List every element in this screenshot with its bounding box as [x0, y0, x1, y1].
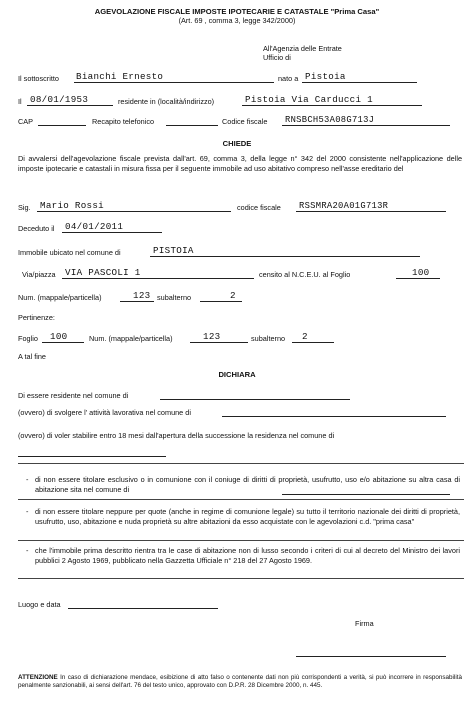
label-cap: CAP	[18, 117, 34, 126]
dichiara-heading: DICHIARA	[218, 370, 256, 379]
lavoro-comune-field[interactable]	[222, 416, 446, 417]
label-firma: Firma	[355, 619, 374, 628]
death-date[interactable]: 04/01/2011	[65, 221, 124, 232]
bullet-dash-1: -	[26, 475, 29, 484]
attenzione-label: ATTENZIONE	[18, 674, 58, 681]
recipient-line1: All'Agenzia delle Entrate	[263, 44, 342, 53]
label-deceduto: Deceduto il	[18, 224, 55, 233]
bullet-dash-2: -	[26, 507, 29, 516]
property-via[interactable]: VIA PASCOLI 1	[65, 267, 141, 278]
sub-line	[200, 301, 242, 302]
deceased-tax-code-line	[296, 211, 446, 212]
separator-bottom	[18, 578, 464, 579]
label-sub: subalterno	[157, 293, 192, 302]
property-num[interactable]: 123	[133, 290, 151, 301]
declarant-residence[interactable]: Pistoia Via Carducci 1	[245, 94, 373, 105]
deceased-name-line	[37, 211, 231, 212]
dichiara-bullet1: di non essere titolare esclusivo o in comunione con il coniuge di diritti di proprietà, usufrutto, uso e/o abitazione su altra casa di abitazione sita nel comune di	[35, 475, 460, 494]
declarant-name[interactable]: Bianchi Ernesto	[76, 71, 164, 82]
via-line	[62, 278, 254, 279]
recipient-line2: Ufficio di	[263, 53, 291, 62]
deceased-tax-code[interactable]: RSSMRA20A01G713R	[299, 201, 389, 211]
label-codice-fiscale: Codice fiscale	[222, 117, 268, 126]
attenzione-text: In caso di dichiarazione mendace, esibizione di atto falso o contenente dati non più corrispondenti a verità, si può incorrere in responsabilità penalmente sanzionabili, ai sensi dell'art. 76 del testo unico, approvato con D.P.R. 28 Dicembre 2000, n. 445.	[18, 674, 462, 690]
p-sub-line	[292, 342, 334, 343]
bullet-dash-3: -	[26, 546, 29, 555]
label-telefono: Recapito telefonico	[92, 117, 155, 126]
label-num2: Num. (mappale/particella)	[89, 334, 173, 343]
form-subtitle: (Art. 69 , comma 3, legge 342/2000)	[178, 16, 296, 25]
label-via: Via/piazza	[22, 270, 56, 279]
telefono-field[interactable]	[166, 125, 218, 126]
label-sub2: subalterno	[251, 334, 286, 343]
death-date-line	[62, 232, 162, 233]
property-sub[interactable]: 2	[230, 290, 236, 301]
separator-mid2	[18, 540, 464, 541]
label-a-tal-fine: A tal fine	[18, 352, 46, 361]
deceased-name[interactable]: Mario Rossi	[40, 200, 104, 211]
declarant-name-line	[74, 82, 274, 83]
dichiara-bullet2: di non essere titolare neppure per quote (anche in regime di comunione legale) su tutto il territorio nazionale dei diritti di proprietà, usufrutto, uso, abitazione e nuda proprietà su altre abitazioni da esso acquistate con le agevolazioni c.d. "prima casa"	[35, 507, 460, 526]
p-num-line	[190, 342, 248, 343]
label-deceased-cf: codice fiscale	[237, 203, 281, 212]
label-pertinenze: Pertinenze:	[18, 313, 55, 322]
label-comune: Immobile ubicato nel comune di	[18, 248, 121, 257]
comune-line	[150, 256, 420, 257]
label-il: Il	[18, 97, 22, 106]
label-nato: nato a	[278, 74, 299, 83]
firma-field[interactable]	[296, 656, 446, 657]
altra-casa-comune-field[interactable]	[282, 494, 450, 495]
dichiara-bullet3: che l'immobile prima descritto rientra tra le case di abitazione non di lusso secondo i criteri di cui al decreto del Ministro dei lavori pubblici 2 Agosto 1969, pubblicato nella Gazzetta Ufficiale n° 218 del 27 Agosto 1969.	[35, 546, 460, 565]
residente-comune-field[interactable]	[160, 399, 350, 400]
label-foglio-nceu: censito al N.C.E.U. al Foglio	[259, 270, 351, 279]
separator-mid1	[18, 499, 464, 500]
attenzione-note	[18, 674, 462, 691]
tax-code-line	[282, 125, 450, 126]
num-line	[120, 301, 154, 302]
separator-top	[18, 463, 464, 464]
label-num: Num. (mappale/particella)	[18, 293, 102, 302]
form-title: AGEVOLAZIONE FISCALE IMPOSTE IPOTECARIE E CATASTALE "Prima Casa"	[94, 7, 380, 16]
label-residente: residente in (località/indirizzo)	[118, 97, 215, 106]
chiede-text: Di avvalersi dell'agevolazione fiscale prevista dall'art. 69, comma 3, della legge n° 342 del 2000 consistente nell'applicazione delle imposte ipotecarie e catastali in misura fissa per il seguente immobile ad uso abitativo compreso nell'asse ereditario del	[18, 154, 462, 173]
residenza-futura-field[interactable]	[18, 456, 166, 457]
luogo-data-field[interactable]	[68, 608, 218, 609]
label-sig: Sig.	[18, 203, 31, 212]
residence-line	[242, 105, 422, 106]
declarant-birthplace[interactable]: Pistoia	[305, 71, 346, 82]
pertinenza-sub[interactable]: 2	[302, 331, 308, 342]
birthdate-line	[27, 105, 113, 106]
dichiara-line3: (ovvero) di voler stabilire entro 18 mesi dall'apertura della successione la residenza nel comune di	[18, 431, 335, 440]
pertinenza-foglio[interactable]: 100	[50, 331, 68, 342]
label-sottoscritto: Il sottoscritto	[18, 74, 59, 83]
pertinenza-num[interactable]: 123	[203, 331, 221, 342]
dichiara-line2: (ovvero) di svolgere l' attività lavorativa nel comune di	[18, 408, 191, 417]
property-foglio[interactable]: 100	[412, 267, 430, 278]
declarant-tax-code[interactable]: RNSBCH53A08G713J	[285, 115, 375, 125]
label-foglio: Foglio	[18, 334, 38, 343]
birthplace-line	[302, 82, 417, 83]
cap-field[interactable]	[38, 125, 86, 126]
dichiara-line1: Di essere residente nel comune di	[18, 391, 129, 400]
property-comune[interactable]: PISTOIA	[153, 245, 194, 256]
p-foglio-line	[42, 342, 84, 343]
foglio-line	[396, 278, 440, 279]
label-luogo-data: Luogo e data	[18, 600, 61, 609]
declarant-birthdate[interactable]: 08/01/1953	[30, 94, 89, 105]
chiede-heading: CHIEDE	[222, 139, 252, 148]
